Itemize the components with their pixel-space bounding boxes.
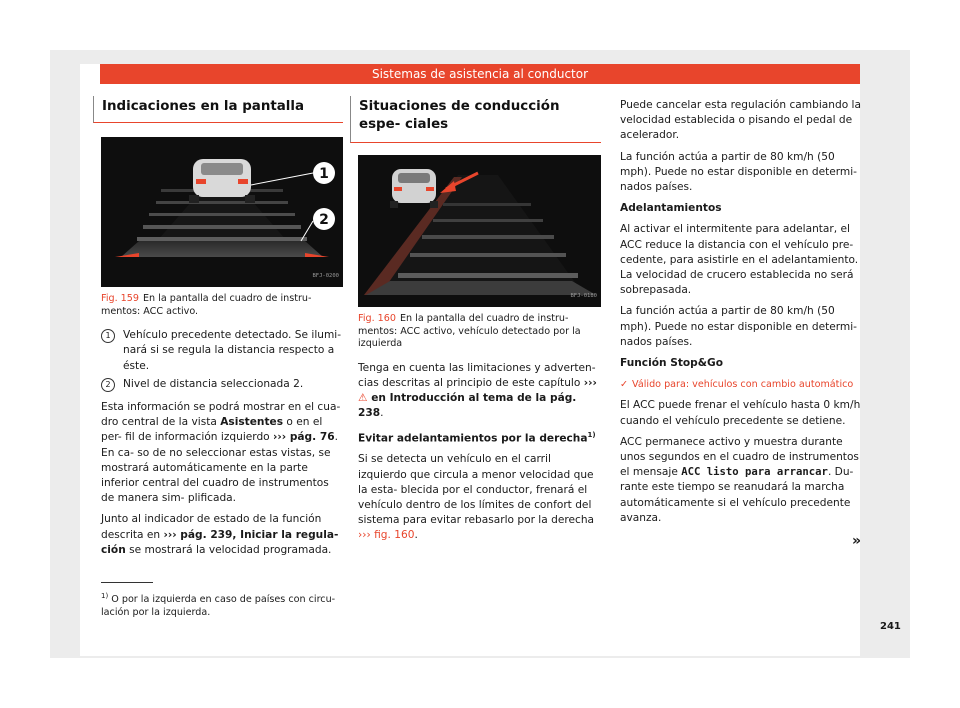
text: . Du- rante este tiempo se reanudará la marcha automáticamente si el vehículo precedente avanza. [620, 466, 854, 524]
check-icon: ✓ [620, 379, 629, 391]
figure-code: BFJ-0200 [312, 272, 339, 279]
text: ACC permanece activo y muestra durante unos segundos en el cuadro de instrumentos el mensaje [620, 435, 859, 479]
subheading [358, 428, 601, 447]
subheading: Función Stop&Go [620, 357, 723, 370]
text: Si se detecta un vehículo en el carril izquierdo que circula a menor velocidad que la esta- blecida por el conductor, frenará el vehículo dentro de los límites de confort del sistema para evitar rebasarlo por la derecha [358, 453, 595, 527]
text: . En ca- so de no seleccionar estas vistas, se mostrará automáticamente en la parte inferior central del cuadro de instrumentos de manera sim- plificada. [101, 431, 338, 505]
figure-caption-text: En la pantalla del cuadro de instru- mentos: ACC activo, vehículo detectado por la izquierda [358, 313, 581, 350]
text: se mostrará la velocidad programada. [125, 543, 332, 556]
paragraph: La función actúa a partir de 80 km/h (50 mph). Puede no estar disponible en determi- nados países. [620, 305, 858, 348]
validity-text: Válido para: vehículos con cambio automático [632, 379, 854, 391]
legend-item [101, 377, 343, 392]
display-message: ACC listo para arrancar [681, 466, 828, 479]
paragraph: El ACC puede frenar el vehículo hasta 0 km/h cuando el vehículo precedente se detiene. [620, 399, 861, 427]
figure-caption [358, 313, 601, 351]
figure-code: BFJ-0180 [570, 292, 597, 299]
figure-160 [358, 155, 601, 307]
text: Esta información se podrá mostrar en el cua- dro central de la vista [101, 401, 341, 429]
continue-arrow-icon: » [852, 533, 862, 549]
figure-marker-1: 1 [319, 166, 329, 182]
paragraph [358, 452, 601, 543]
paragraph [620, 435, 863, 526]
text: . [414, 529, 418, 542]
text: o en el per- fil de información izquierdo [101, 416, 323, 444]
legend-text: Vehículo precedente detectado. Se ilumi- nará si se regula la distancia respecto a éste. [123, 329, 342, 372]
text: Junto al indicador de estado de la función descrita en [101, 513, 322, 541]
acc-display-graphic [101, 137, 343, 287]
legend-number: 2 [101, 378, 115, 392]
validity-note [620, 377, 863, 392]
page-reference-link[interactable]: ››› pág. 239, Iniciar la regula- ción [101, 528, 339, 556]
page-reference-link[interactable]: en Introducción al tema de la pág. 238 [358, 392, 577, 420]
figure-label: Fig. 159 [101, 293, 139, 304]
paragraph: Al activar el intermitente para adelantar, el ACC reduce la distancia con el vehículo pre- cedente, para asistirle en el adelantamiento. La velocidad de crucero establecida no será sobrepasada. [620, 223, 859, 297]
page-reference-link[interactable]: ››› pág. 76 [273, 431, 335, 444]
page-number: 241 [880, 621, 901, 632]
footnote-mark: 1) [587, 430, 596, 439]
paragraph [101, 400, 343, 506]
warning-icon: ⚠ [358, 392, 368, 405]
legend-text: Nivel de distancia seleccionada 2. [123, 377, 304, 390]
heading-box [93, 96, 343, 123]
section-heading: Indicaciones en la pantalla [102, 99, 305, 114]
paragraph: Puede cancelar esta regulación cambiando la velocidad establecida o pisando el pedal de acelerador. [620, 99, 861, 142]
reference-arrows: ››› [583, 376, 597, 389]
footnote-divider [101, 582, 153, 583]
figure-159 [101, 137, 343, 287]
paragraph: La función actúa a partir de 80 km/h (50 mph). Puede no estar disponible en determi- nados países. [620, 150, 858, 194]
subheading-text: Evitar adelantamientos por la derecha [358, 432, 588, 445]
column-1 [101, 96, 343, 564]
text: . [380, 407, 384, 420]
footnote-mark: 1) [101, 592, 109, 600]
figure-marker-2: 2 [319, 212, 329, 228]
acc-left-vehicle-graphic [358, 155, 601, 307]
paragraph [101, 512, 343, 558]
section-heading: Situaciones de conducción espe- ciales [359, 99, 560, 132]
figure-caption-text: En la pantalla del cuadro de instru- mentos: ACC activo. [101, 293, 312, 317]
figure-caption [101, 293, 343, 318]
paragraph [358, 361, 601, 422]
footnote [101, 590, 346, 620]
ui-term: Asistentes [220, 416, 284, 429]
figure-label: Fig. 160 [358, 313, 396, 324]
text: Tenga en cuenta las limitaciones y adverten- cias descritas al principio de este capítulo [358, 361, 596, 389]
legend-number: 1 [101, 329, 115, 343]
section-header: Sistemas de asistencia al conductor [100, 64, 860, 84]
column-2 [358, 96, 601, 550]
heading-box [350, 96, 601, 143]
footnote-text: O por la izquierda en caso de países con circu- lación por la izquierda. [101, 594, 336, 618]
legend-item [101, 328, 343, 374]
subheading: Adelantamientos [620, 202, 722, 215]
figure-reference-link[interactable]: ››› fig. 160 [358, 529, 415, 542]
column-3 [620, 98, 863, 532]
